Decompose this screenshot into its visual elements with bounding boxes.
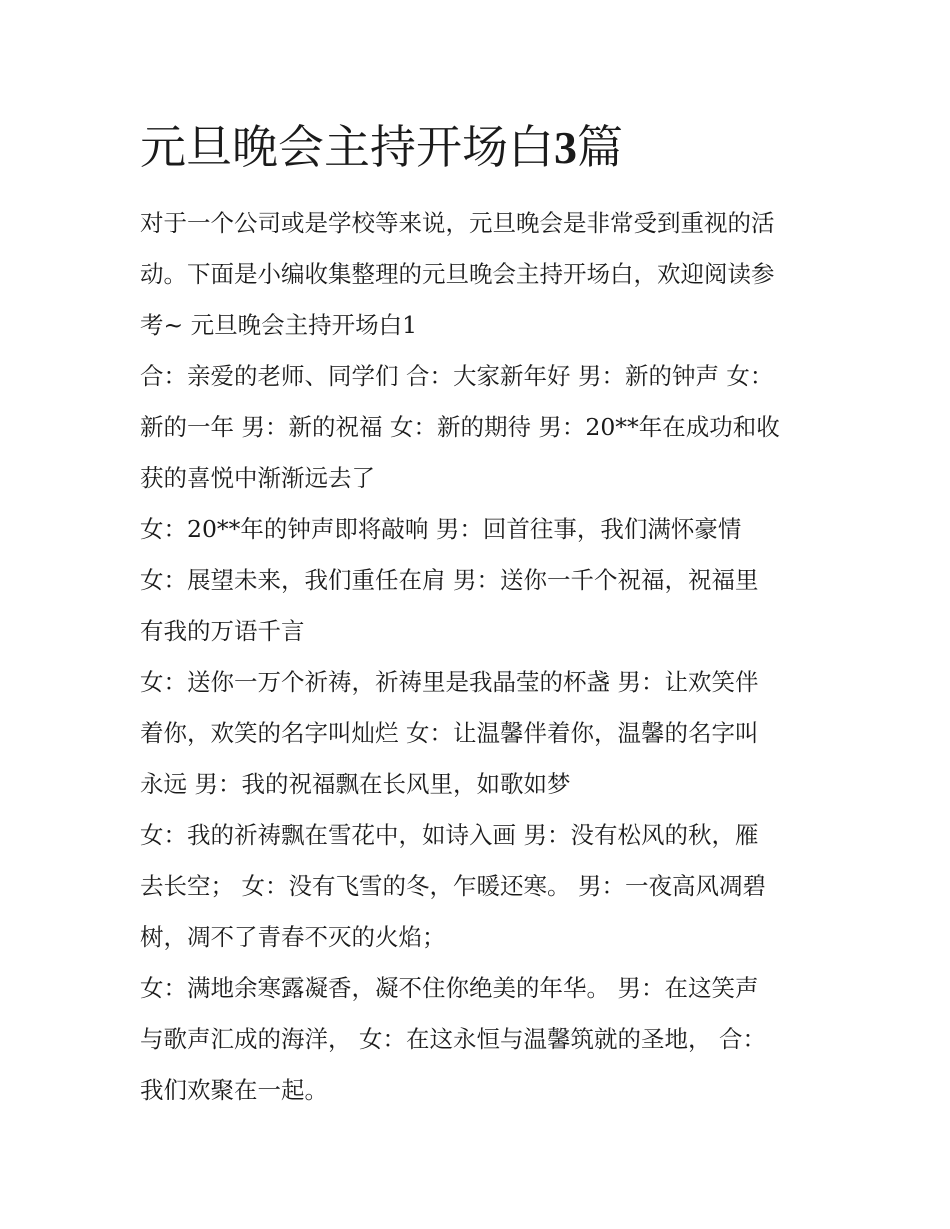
text-line: 新的一年 男：新的祝福 女：新的期待 男：20**年在成功和收 — [140, 413, 780, 441]
text-line: 女：满地余寒露凝香，凝不住你绝美的年华。 男：在这笑声 — [140, 974, 759, 1002]
text-line: 合：亲爱的老师、同学们 合：大家新年好 男：新的钟声 女： — [140, 362, 774, 390]
document-body — [140, 198, 820, 1116]
text-line: 动。下面是小编收集整理的元旦晚会主持开场白，欢迎阅读参 — [140, 260, 775, 288]
document-title — [140, 112, 820, 183]
text-line: 去长空； 女：没有飞雪的冬，乍暖还寒。 男：一夜高风凋碧 — [140, 872, 766, 900]
text-line: 女：送你一万个祈祷，祈祷里是我晶莹的杯盏 男：让欢笑伴 — [140, 668, 759, 696]
text-line: 考~ 元旦晚会主持开场白1 — [140, 311, 418, 339]
text-line: 获的喜悦中渐渐远去了 — [140, 464, 375, 492]
text-line: 树，凋不了青春不灭的火焰； — [140, 923, 446, 951]
text-line: 有我的万语千言 — [140, 617, 305, 645]
text-line: 与歌声汇成的海洋， 女：在这永恒与温馨筑就的圣地， 合： — [140, 1025, 766, 1053]
text-line: 女：我的祈祷飘在雪花中，如诗入画 男：没有松风的秋，雁 — [140, 821, 759, 849]
text-line: 永远 男：我的祝福飘在长风里，如歌如梦 — [140, 770, 571, 798]
title-number: 3 — [554, 122, 577, 173]
title-text: 元旦晚会主持开场白 — [140, 120, 554, 174]
text-line: 女：20**年的钟声即将敲响 男：回首往事，我们满怀豪情 — [140, 515, 742, 543]
text-line: 着你，欢笑的名字叫灿烂 女：让温馨伴着你，温馨的名字叫 — [140, 719, 759, 747]
text-line: 对于一个公司或是学校等来说，元旦晚会是非常受到重视的活 — [140, 209, 775, 237]
text-line: 女：展望未来，我们重任在肩 男：送你一千个祝福，祝福里 — [140, 566, 759, 594]
title-suffix: 篇 — [577, 120, 623, 174]
text-line: 我们欢聚在一起。 — [140, 1076, 328, 1104]
